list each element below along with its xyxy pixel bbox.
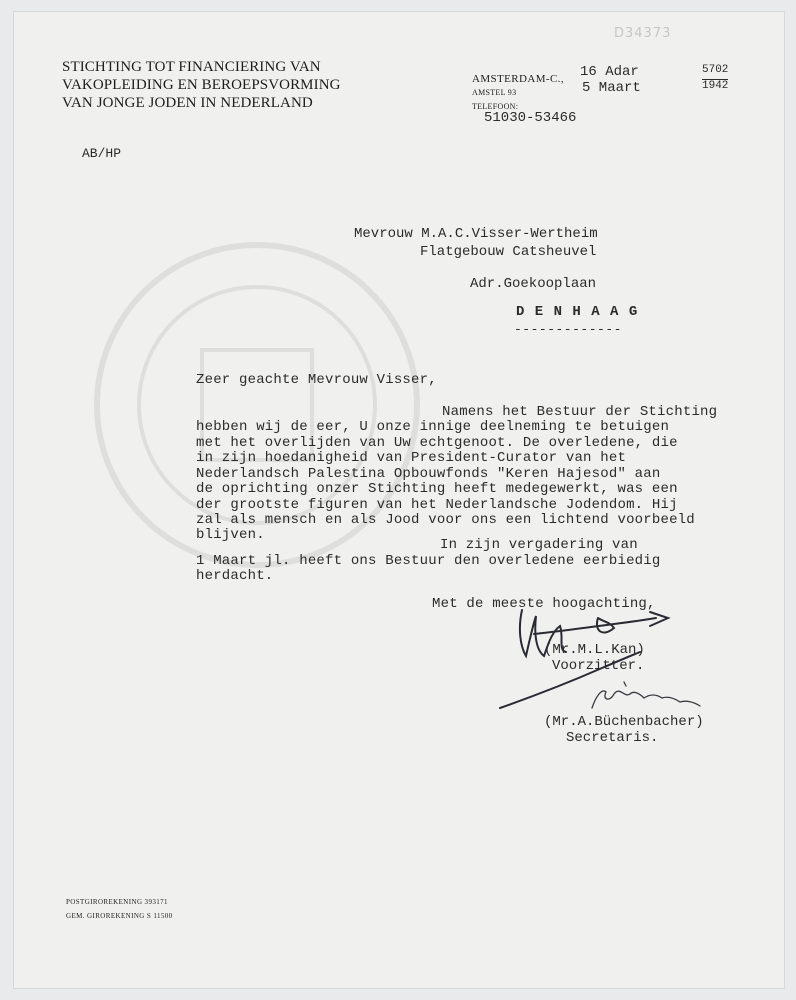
closing: Met de meeste hoogachting,: [432, 596, 656, 612]
body-line: herdacht.: [196, 568, 274, 584]
footer-giro-2: GEM. GIROREKENING S 11500: [66, 912, 173, 920]
recipient-city-underline: -------------: [514, 322, 622, 337]
body-line: met het overlijden van Uw echtgenoot. De overledene, die: [196, 435, 678, 451]
footer-giro-1: POSTGIROREKENING 393171: [66, 898, 168, 906]
reference-code: AB/HP: [82, 146, 122, 161]
org-line-1: STICHTING TOT FINANCIERING VAN: [62, 59, 321, 75]
body-line: blijven.: [196, 527, 265, 543]
street: AMSTEL 93: [472, 88, 517, 97]
body-line: in zijn hoedanigheid van President-Curator van het: [196, 450, 627, 466]
signatory-1-title: Voorzitter.: [552, 658, 645, 674]
body-line: der grootste figuren van het Nederlandsche Jodendom. Hij: [196, 497, 678, 513]
body-line: In zijn vergadering van: [440, 537, 638, 553]
body-line: zal als mensch en als Jood voor ons een lichtend voorbeeld: [196, 512, 695, 528]
phone-label: TELEFOON:: [472, 102, 519, 111]
gregorian-year: 1942: [702, 80, 729, 92]
recipient-building: Flatgebouw Catsheuvel: [420, 244, 597, 260]
signatory-2-name: (Mr.A.Büchenbacher): [544, 714, 704, 730]
phone-number: 51030-53466: [484, 110, 577, 126]
hebrew-date: 16 Adar: [580, 64, 639, 80]
body-line: 1 Maart jl. heeft ons Bestuur den overledene eerbiedig: [196, 553, 661, 569]
org-line-3: VAN JONGE JODEN IN NEDERLAND: [62, 95, 313, 111]
gregorian-date: 5 Maart: [582, 80, 641, 96]
body-line: Nederlandsch Palestina Opbouwfonds "Keren Hajesod" aan: [196, 466, 661, 482]
body-line: de oprichting onzer Stichting heeft medegewerkt, was een: [196, 481, 678, 497]
signatory-2-title: Secretaris.: [566, 730, 659, 746]
org-line-2: VAKOPLEIDING EN BEROEPSVORMING: [62, 77, 341, 93]
hebrew-year: 5702: [702, 64, 729, 76]
letter-page: [14, 12, 784, 988]
body-line: Namens het Bestuur der Stichting: [442, 404, 718, 420]
body-line: hebben wij de eer, U onze innige deelneming te betuigen: [196, 419, 670, 435]
recipient-city: D E N H A A G: [516, 304, 639, 320]
recipient-name: Mevrouw M.A.C.Visser-Wertheim: [354, 226, 598, 242]
organization-name: [62, 58, 341, 112]
signatory-1-name: (Mr.M.L.Kan): [544, 642, 645, 658]
salutation: Zeer geachte Mevrouw Visser,: [196, 372, 437, 388]
recipient-address: Adr.Goekooplaan: [470, 276, 597, 292]
archive-mark: D34373: [614, 26, 672, 41]
city: AMSTERDAM-C.,: [472, 73, 564, 85]
letterhead-address: [472, 72, 564, 114]
